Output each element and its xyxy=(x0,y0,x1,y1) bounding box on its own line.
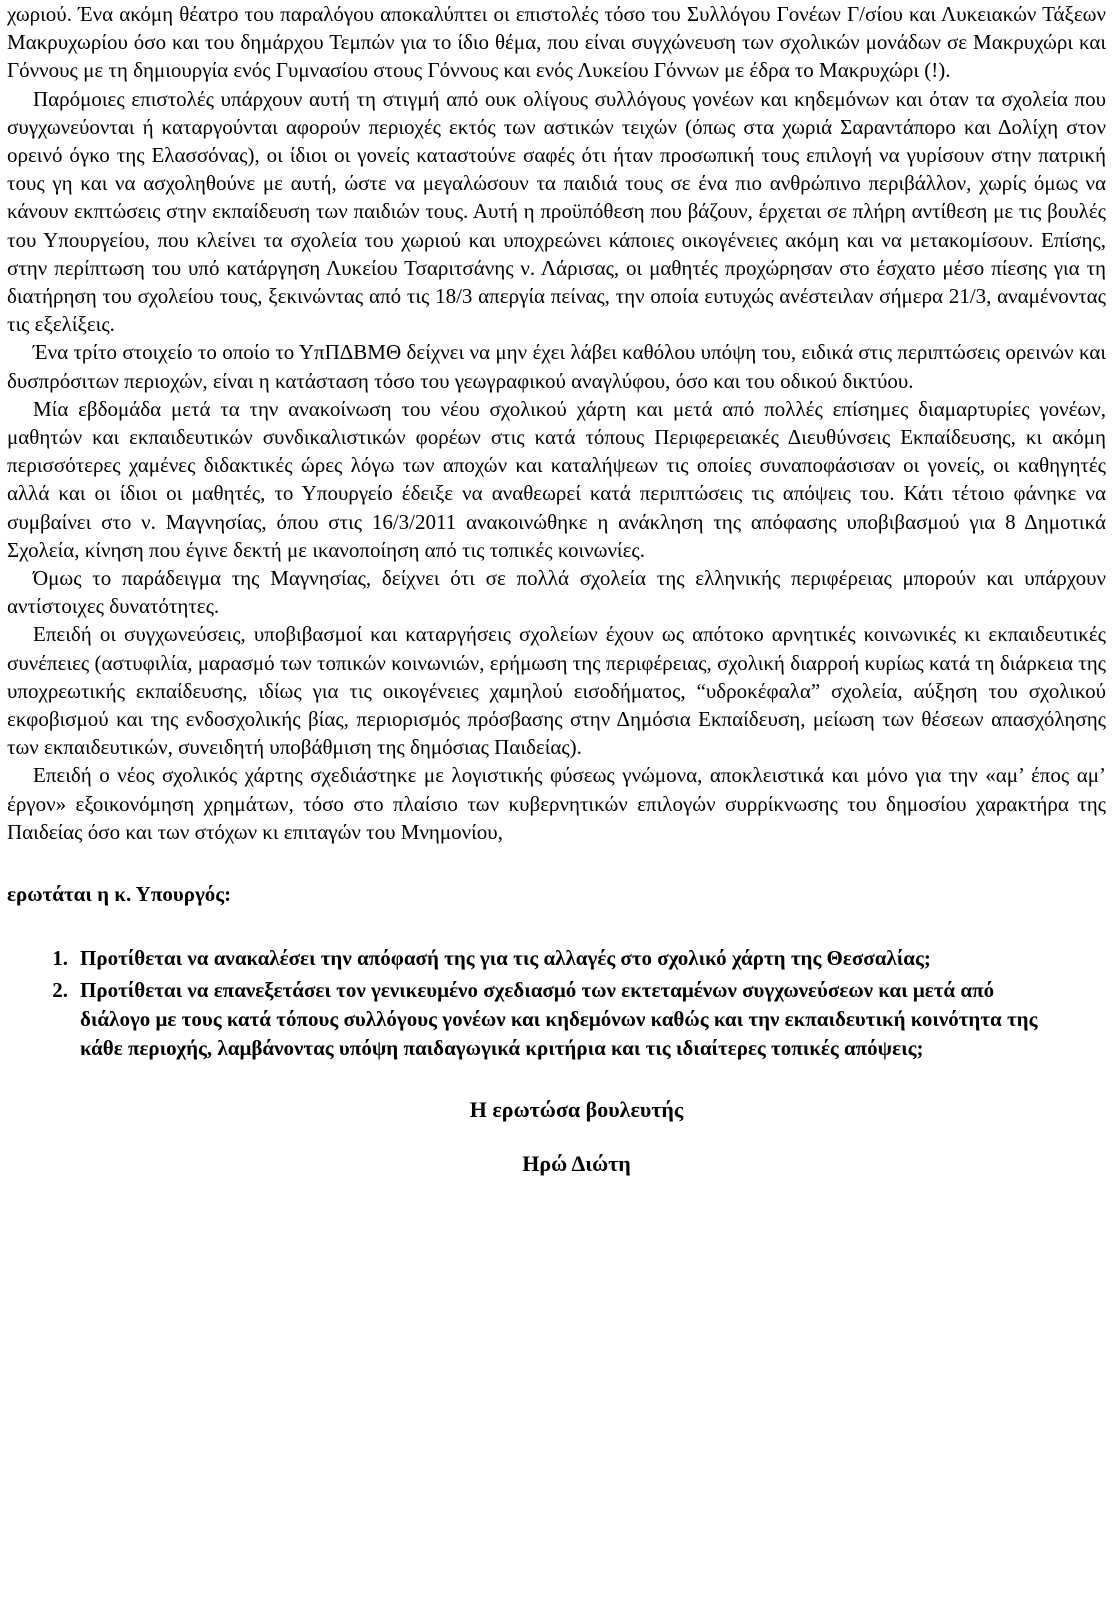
question-text: Προτίθεται να ανακαλέσει την απόφασή της για τις αλλαγές στο σχολικό χάρτη της Θεσσαλίας; xyxy=(80,946,931,971)
question-item-2 xyxy=(7,976,1106,1063)
question-heading: ερωτάται η κ. Υπουργός: xyxy=(7,882,232,907)
questions-list xyxy=(7,944,1106,1063)
signature-role: Η ερωτώσα βουλευτής xyxy=(469,1097,684,1123)
question-item-1 xyxy=(7,944,1106,973)
signature-name: Ηρώ Διώτη xyxy=(522,1151,631,1177)
document-page xyxy=(7,0,1106,1177)
section-gap xyxy=(7,846,1106,880)
body-paragraph-1: χωριού. Ένα ακόμη θέατρο του παραλόγου αποκαλύπτει οι επιστολές τόσο του Συλλόγου Γονέων Γ/σίου και Λυκειακών Τάξεων Μακρυχωρίου όσο και του δημάρχου Τεμπών για το ίδιο θέμα, που είναι συγχώνευση των σχολικών μονάδων σε Μακρυχώρι και Γόννους με τη δημιουργία ενός Γυμνασίου στους Γόννους και ενός Λυκείου Γόννων με έδρα το Μακρυχώρι (!). xyxy=(7,2,1106,83)
body-paragraph-6: Επειδή οι συγχωνεύσεις, υποβιβασμοί και καταργήσεις σχολείων έχουν ως απότοκο αρνητικές κοινωνικές κι εκπαιδευτικές συνέπειες (αστυφιλία, μαρασμό των τοπικών κοινωνιών, ερήμωση της περιφέρειας, σχολική διαρροή κυρίως κατά τη διάρκεια της υποχρεωτικής εκπαίδευσης, ιδίως για τις οικογένειες χαμηλού εισοδήματος, “υδροκέφαλα” σχολεία, αύξηση του σχολικού εκφοβισμού και της ενδοσχολικής βίας, περιορισμός πρόσβασης στην Δημόσια Εκπαίδευση, μείωση των θέσεων απασχόλησης των εκπαιδευτικών, συνειδητή υποβάθμιση της δημόσιας Παιδείας). xyxy=(7,622,1106,760)
question-number: 1. xyxy=(52,946,68,971)
body-paragraph-2: Παρόμοιες επιστολές υπάρχουν αυτή τη στιγμή από ουκ ολίγους συλλόγους γονέων και κηδεμόνων και όταν τα σχολεία που συγχωνεύονται ή καταργούνται αφορούν περιοχές εκτός των αστικών τειχών (όπως στα χωριά Σαραντάπορο και Δολίχη στον ορεινό όγκο της Ελασσόνας), οι ίδιοι οι γονείς καταστούνε σαφές ότι ήταν προσωπική τους επιλογή να γυρίσουν στην πατρική τους γη και να ασχοληθούνε με αυτή, ώστε να μεγαλώσουν τα παιδιά τους σε ένα πιο ανθρώπινο περιβάλλον, χωρίς όμως να κάνουν εκπτώσεις στην εκπαίδευση των παιδιών τους. Αυτή η προϋπόθεση που βάζουν, έρχεται σε πλήρη αντίθεση με τις βουλές του Υπουργείου, που κλείνει τα σχολεία του χωριού και υποχρεώνει κάποιες οικογένειες ακόμη και να μετακομίσουν. Επίσης, στην περίπτωση του υπό κατάργηση Λυκείου Τσαριτσάνης ν. Λάρισας, οι μαθητές προχώρησαν στο έσχατο μέσο πίεσης για τη διατήρηση του σχολείου τους, ξεκινώντας από τις 18/3 απεργία πείνας, την οποία ευτυχώς ανέστειλαν σήμερα 21/3, αναμένοντας τις εξελίξεις. xyxy=(7,86,1106,337)
body-paragraph-3: Ένα τρίτο στοιχείο το οποίο το ΥπΠΔΒΜΘ δείχνει να μην έχει λάβει καθόλου υπόψη του, ειδικά στις περιπτώσεις ορεινών και δυσπρόσιτων περιοχών, είναι η κατάσταση τόσο του γεωγραφικού αναγλύφου, όσο και του οδικού δικτύου. xyxy=(7,340,1106,393)
question-text: Προτίθεται να επανεξετάσει τον γενικευμένο σχεδιασμό των εκτεταμένων συγχωνεύσεων και μετά από διάλογο με τους κατά τόπους συλλόγους γονέων και κηδεμόνων καθώς και την εκπαιδευτική κοινότητα της κάθε περιοχής, λαμβάνοντας υπόψη παιδαγωγικά κριτήρια και τις ιδιαίτερες τοπικές απόψεις; xyxy=(80,978,1038,1061)
body-paragraph-7: Επειδή ο νέος σχολικός χάρτης σχεδιάστηκε με λογιστικής φύσεως γνώμονα, αποκλειστικά και μόνο για την «αμ’ έπος αμ’ έργον» εξοικονόμηση χρημάτων, τόσο στο πλαίσιο των κυβερνητικών επιλογών συρρίκνωσης του δημοσίου χαρακτήρα της Παιδείας όσο και των στόχων κι επιταγών του Μνημονίου, xyxy=(7,763,1106,844)
body-paragraph-4: Μία εβδομάδα μετά τα την ανακοίνωση του νέου σχολικού χάρτη και μετά από πολλές επίσημες διαμαρτυρίες γονέων, μαθητών και εκπαιδευτικών συνδικαλιστικών φορέων στις κατά τόπους Περιφερειακές Διευθύνσεις Εκπαίδευσης, κι ακόμη περισσότερες χαμένες διδακτικές ώρες λόγω των αποχών και καταλήψεων τις οποίες συναποφάσισαν οι γονείς, οι καθηγητές αλλά και οι ίδιοι οι μαθητές, το Υπουργείο έδειξε να αναθεωρεί κατά περιπτώσεις τις απόψεις του. Κάτι τέτοιο φάνηκε να συμβαίνει στο ν. Μαγνησίας, όπου στις 16/3/2011 ανακοινώθηκε η ανάκληση της απόφασης υποβιβασμού για 8 Δημοτικά Σχολεία, κίνηση που έγινε δεκτή με ικανοποίηση από τις τοπικές κοινωνίες. xyxy=(7,396,1106,562)
question-number: 2. xyxy=(52,978,68,1003)
body-paragraph-5: Όμως το παράδειγμα της Μαγνησίας, δείχνει ότι σε πολλά σχολεία της ελληνικής περιφέρειας μπορούν και υπάρχουν αντίστοιχες δυνατότητες. xyxy=(7,566,1106,619)
